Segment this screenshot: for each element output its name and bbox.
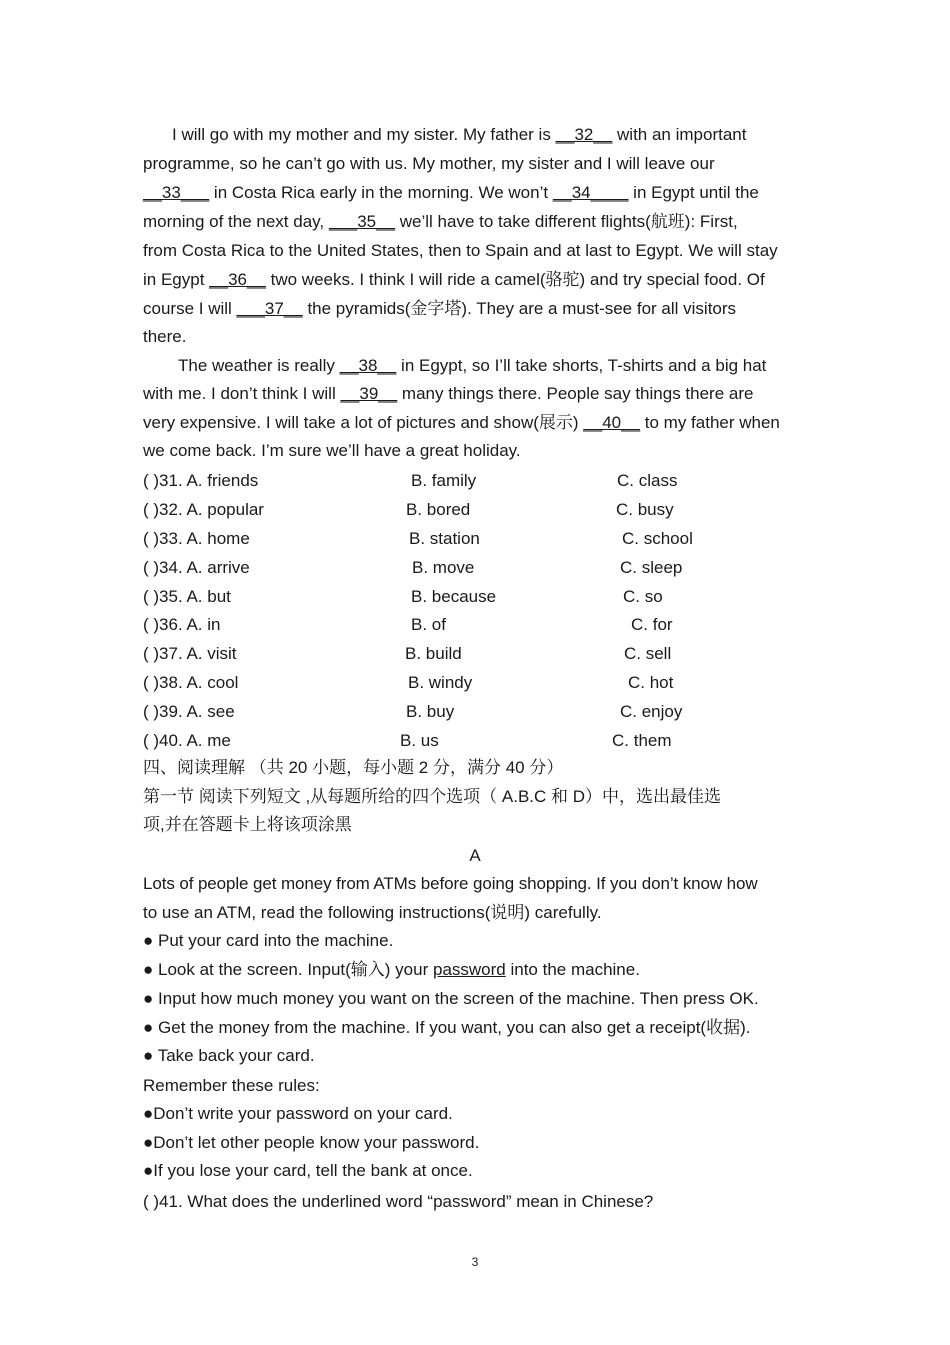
instruction-item: ● Take back your card.: [143, 1046, 315, 1066]
instruction-item: ● Put your card into the machine.: [143, 931, 393, 951]
blank-36: __36__: [209, 270, 266, 289]
blank-37: ___37__: [236, 299, 303, 318]
option-c: C. them: [612, 731, 672, 750]
option-a: ( )37. A. visit: [143, 644, 237, 663]
option-c: C. school: [622, 529, 693, 548]
instruction-item: ● Look at the screen. Input(输入) your password into the machine.: [143, 960, 640, 980]
rule-item: ● Don’t let other people know your password.: [143, 1133, 479, 1153]
option-c: C. class: [617, 471, 678, 490]
rule-item: ● Don’t write your password on your card.: [143, 1104, 453, 1124]
section-instruction: 第一节 阅读下列短文 ,从每题所给的四个选项（ A.B.C 和 D）中，选出最佳选: [143, 787, 722, 806]
passage-line: course I will ___37__ the pyramids(金字塔). They are a must-see for all visitors: [143, 299, 737, 318]
blank-40: __40__: [583, 413, 641, 432]
option-b: B. bored: [406, 500, 471, 519]
question-41: ( )41. What does the underlined word “password” mean in Chinese?: [143, 1192, 654, 1211]
option-a: ( )32. A. popular: [143, 500, 264, 519]
option-a: ( )35. A. but: [143, 587, 231, 606]
rule-item: ● If you lose your card, tell the bank at once.: [143, 1161, 473, 1181]
passage-line: The weather is really __38__ in Egypt, so I’ll take shorts, T-shirts and a big hat: [178, 356, 767, 375]
blank-35: ___35__: [328, 212, 396, 231]
passage-line: morning of the next day, ___35__ we’ll have to take different flights(航班): First,: [143, 212, 738, 231]
blank-33: __33___: [143, 183, 210, 202]
underlined-word: password: [432, 960, 506, 979]
page-number: 3: [471, 1255, 479, 1269]
option-b: B. buy: [406, 702, 455, 721]
option-a: ( )31. A. friends: [143, 471, 259, 490]
passage-a-intro: Lots of people get money from ATMs before going shopping. If you don’t know how: [143, 874, 758, 893]
option-b: B. windy: [408, 673, 473, 692]
passage-line: programme, so he can’t go with us. My mother, my sister and I will leave our: [143, 154, 715, 173]
option-a: ( )38. A. cool: [143, 673, 239, 692]
instruction-item: ● Get the money from the machine. If you want, you can also get a receipt(收据).: [143, 1018, 750, 1038]
passage-line: __33___ in Costa Rica early in the morning. We won’t __34____ in Egypt until the: [143, 183, 759, 202]
passage-a-intro: to use an ATM, read the following instructions(说明) carefully.: [143, 903, 602, 922]
passage-line: with me. I don’t think I will __39__ many things there. People say things there are: [143, 384, 754, 403]
option-a: ( )39. A. see: [143, 702, 235, 721]
passage-a-heading: A: [469, 846, 481, 865]
rules-heading: Remember these rules:: [143, 1076, 320, 1095]
option-c: C. busy: [616, 500, 674, 519]
option-c: C. sleep: [620, 558, 683, 577]
passage-line: from Costa Rica to the United States, then to Spain and at last to Egypt. We will stay: [143, 241, 778, 260]
option-b: B. station: [409, 529, 480, 548]
passage-line: we come back. I’m sure we’ll have a great holiday.: [143, 441, 521, 460]
option-a: ( )36. A. in: [143, 615, 221, 634]
option-c: C. enjoy: [620, 702, 683, 721]
option-b: B. because: [411, 587, 497, 606]
section-instruction-cont: 项,并在答题卡上将该项涂黑: [143, 815, 352, 834]
section-title: 四、阅读理解 （共 20 小题，每小题 2 分，满分 40 分）: [143, 758, 564, 777]
passage-line: in Egypt __36__ two weeks. I think I will ride a camel(骆驼) and try special food. Of: [143, 270, 765, 289]
option-c: C. for: [631, 615, 673, 634]
option-b: B. of: [411, 615, 446, 634]
option-c: C. sell: [624, 644, 672, 663]
blank-34: __34____: [552, 183, 629, 202]
blank-39: __39__: [340, 384, 398, 403]
blank-38: __38__: [339, 356, 397, 375]
option-a: ( )40. A. me: [143, 731, 231, 750]
option-c: C. so: [623, 587, 663, 606]
option-b: B. move: [412, 558, 475, 577]
option-b: B. family: [411, 471, 477, 490]
option-b: B. build: [405, 644, 462, 663]
option-a: ( )34. A. arrive: [143, 558, 250, 577]
blank-32: __32__: [555, 125, 613, 144]
option-b: B. us: [400, 731, 439, 750]
passage-line: there.: [143, 327, 187, 346]
option-a: ( )33. A. home: [143, 529, 250, 548]
option-c: C. hot: [628, 673, 674, 692]
passage-line: very expensive. I will take a lot of pictures and show(展示) __40__ to my father when: [143, 413, 780, 432]
instruction-item: ● Input how much money you want on the screen of the machine. Then press OK.: [143, 989, 759, 1009]
passage-line: I will go with my mother and my sister. My father is __32__ with an important: [172, 125, 747, 144]
